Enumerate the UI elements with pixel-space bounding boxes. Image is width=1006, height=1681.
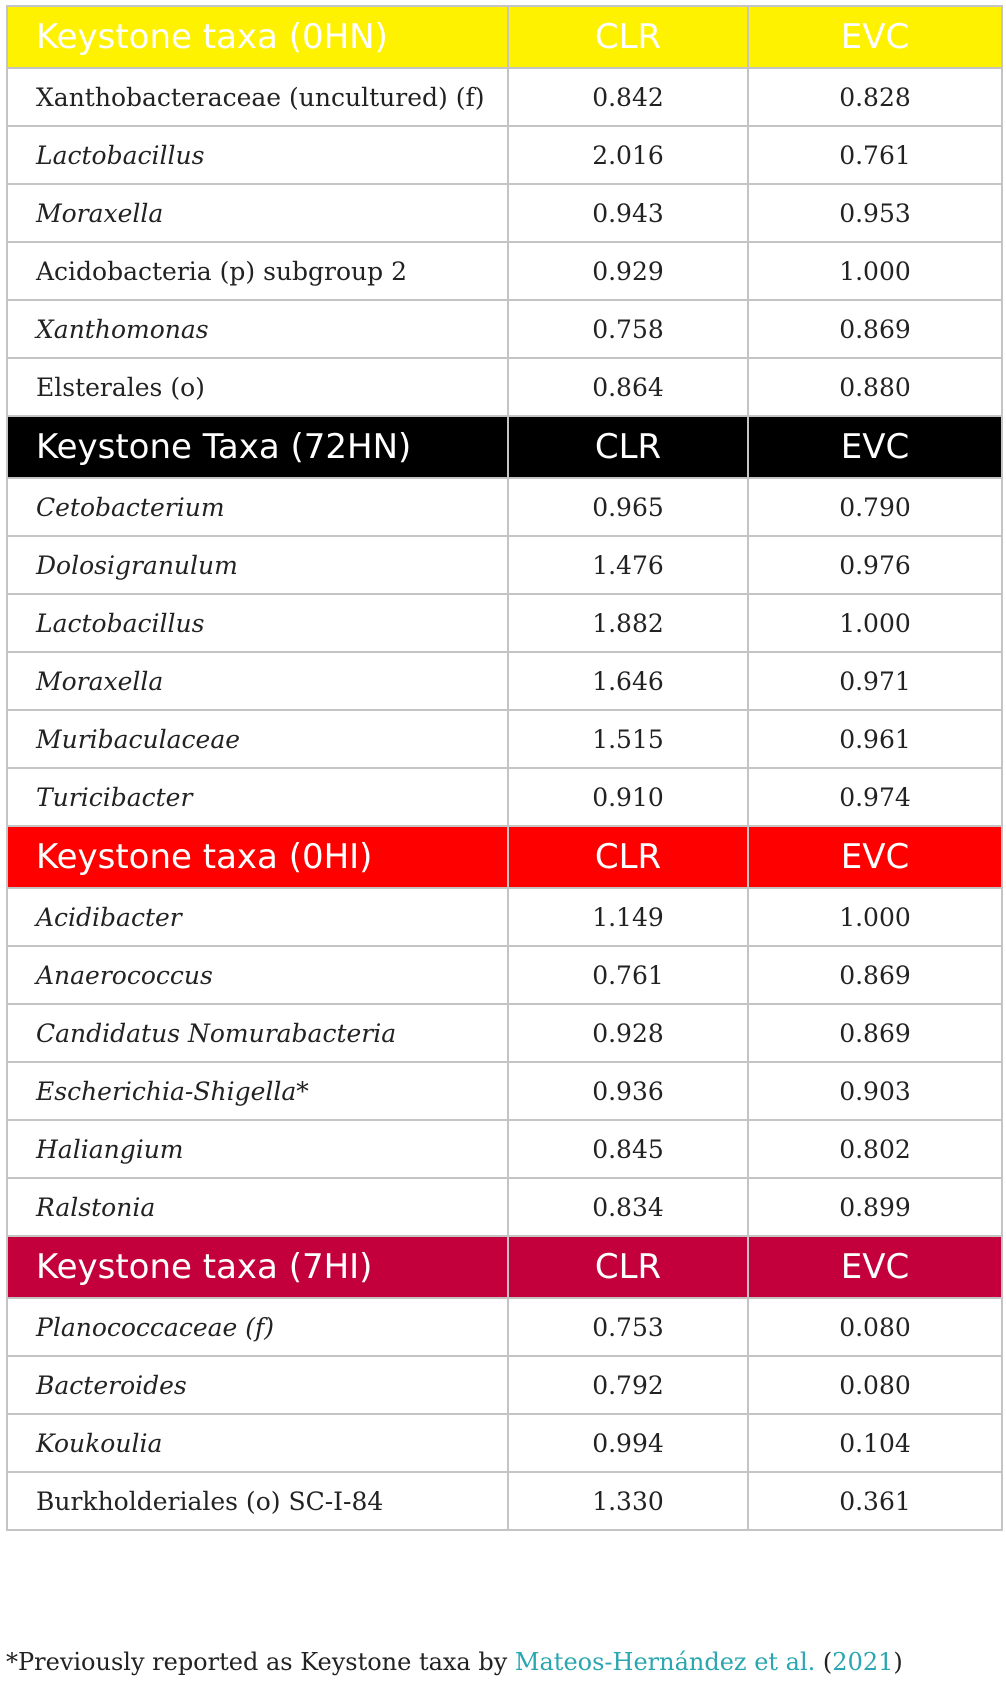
- table-row: [7, 1298, 1002, 1356]
- table-row: [7, 594, 1002, 652]
- evc-value: 0.953: [748, 184, 1002, 242]
- footnote: [6, 1648, 903, 1676]
- taxon-name: Anaerococcus: [7, 946, 508, 1004]
- year-reference-link[interactable]: 2021: [832, 1648, 894, 1676]
- clr-header: CLR: [508, 6, 748, 68]
- author-reference-link[interactable]: Mateos-Hernández et al.: [514, 1648, 816, 1676]
- evc-value: 0.104: [748, 1414, 1002, 1472]
- clr-header: CLR: [508, 416, 748, 478]
- table-row: [7, 710, 1002, 768]
- table-row: [7, 242, 1002, 300]
- clr-value: 0.842: [508, 68, 748, 126]
- taxon-name: Acidobacteria (p) subgroup 2: [7, 242, 508, 300]
- clr-value: 0.994: [508, 1414, 748, 1472]
- taxon-name: Turicibacter: [7, 768, 508, 826]
- taxon-name: Escherichia-Shigella*: [7, 1062, 508, 1120]
- table-row: [7, 946, 1002, 1004]
- clr-value: 0.758: [508, 300, 748, 358]
- clr-value: 0.792: [508, 1356, 748, 1414]
- evc-value: 0.899: [748, 1178, 1002, 1236]
- taxon-name: Lactobacillus: [7, 126, 508, 184]
- table-row: [7, 1356, 1002, 1414]
- clr-value: 0.910: [508, 768, 748, 826]
- taxon-name: Bacteroides: [7, 1356, 508, 1414]
- evc-value: 0.880: [748, 358, 1002, 416]
- evc-header: EVC: [748, 826, 1002, 888]
- evc-value: 0.790: [748, 478, 1002, 536]
- clr-value: 1.330: [508, 1472, 748, 1530]
- taxon-name: Moraxella: [7, 184, 508, 242]
- taxon-name: Candidatus Nomurabacteria: [7, 1004, 508, 1062]
- evc-header: EVC: [748, 416, 1002, 478]
- taxon-name: Dolosigranulum: [7, 536, 508, 594]
- clr-value: 0.965: [508, 478, 748, 536]
- evc-value: 1.000: [748, 888, 1002, 946]
- evc-value: 0.903: [748, 1062, 1002, 1120]
- section-title: Keystone taxa (7HI): [7, 1236, 508, 1298]
- table-row: [7, 768, 1002, 826]
- evc-header: EVC: [748, 1236, 1002, 1298]
- table-row: [7, 1062, 1002, 1120]
- clr-value: 2.016: [508, 126, 748, 184]
- table-row: [7, 68, 1002, 126]
- section-header-0hn: [7, 6, 1002, 68]
- table-row: [7, 1120, 1002, 1178]
- taxon-name: Muribaculaceae: [7, 710, 508, 768]
- taxon-name: Lactobacillus: [7, 594, 508, 652]
- evc-value: 0.080: [748, 1356, 1002, 1414]
- taxon-name: Acidibacter: [7, 888, 508, 946]
- evc-value: 0.761: [748, 126, 1002, 184]
- clr-value: 1.515: [508, 710, 748, 768]
- clr-value: 1.149: [508, 888, 748, 946]
- table-row: [7, 652, 1002, 710]
- table-row: [7, 1414, 1002, 1472]
- clr-header: CLR: [508, 826, 748, 888]
- clr-value: 0.761: [508, 946, 748, 1004]
- clr-value: 0.928: [508, 1004, 748, 1062]
- table-row: [7, 300, 1002, 358]
- evc-value: 0.974: [748, 768, 1002, 826]
- clr-value: 0.864: [508, 358, 748, 416]
- footnote-paren-close: ): [893, 1648, 903, 1676]
- clr-value: 1.646: [508, 652, 748, 710]
- taxon-name: Moraxella: [7, 652, 508, 710]
- evc-value: 0.802: [748, 1120, 1002, 1178]
- clr-value: 0.845: [508, 1120, 748, 1178]
- taxon-name: Koukoulia: [7, 1414, 508, 1472]
- clr-value: 0.929: [508, 242, 748, 300]
- evc-header: EVC: [748, 6, 1002, 68]
- table-row: [7, 888, 1002, 946]
- taxon-name: Xanthobacteraceae (uncultured) (f): [7, 68, 508, 126]
- evc-value: 1.000: [748, 242, 1002, 300]
- keystone-taxa-table: [6, 5, 1003, 1531]
- taxon-name: Haliangium: [7, 1120, 508, 1178]
- section-title: Keystone taxa (0HI): [7, 826, 508, 888]
- taxon-name: Planococcaceae (f): [7, 1298, 508, 1356]
- taxon-name: Elsterales (o): [7, 358, 508, 416]
- clr-value: 1.476: [508, 536, 748, 594]
- clr-header: CLR: [508, 1236, 748, 1298]
- evc-value: 0.869: [748, 300, 1002, 358]
- evc-value: 0.869: [748, 946, 1002, 1004]
- evc-value: 0.976: [748, 536, 1002, 594]
- clr-value: 0.834: [508, 1178, 748, 1236]
- evc-value: 0.961: [748, 710, 1002, 768]
- clr-value: 1.882: [508, 594, 748, 652]
- taxon-name: Xanthomonas: [7, 300, 508, 358]
- table-row: [7, 126, 1002, 184]
- table-row: [7, 358, 1002, 416]
- section-header-7hi: [7, 1236, 1002, 1298]
- table-row: [7, 1178, 1002, 1236]
- taxon-name: Cetobacterium: [7, 478, 508, 536]
- clr-value: 0.936: [508, 1062, 748, 1120]
- table-row: [7, 536, 1002, 594]
- evc-value: 0.080: [748, 1298, 1002, 1356]
- evc-value: 0.869: [748, 1004, 1002, 1062]
- footnote-text: *Previously reported as Keystone taxa by: [6, 1648, 515, 1676]
- clr-value: 0.753: [508, 1298, 748, 1356]
- section-title: Keystone Taxa (72HN): [7, 416, 508, 478]
- section-header-0hi: [7, 826, 1002, 888]
- evc-value: 1.000: [748, 594, 1002, 652]
- clr-value: 0.943: [508, 184, 748, 242]
- taxon-name: Burkholderiales (o) SC-I-84: [7, 1472, 508, 1530]
- taxon-name: Ralstonia: [7, 1178, 508, 1236]
- evc-value: 0.361: [748, 1472, 1002, 1530]
- evc-value: 0.828: [748, 68, 1002, 126]
- section-header-72hn: [7, 416, 1002, 478]
- table-row: [7, 1472, 1002, 1530]
- table-row: [7, 184, 1002, 242]
- section-title: Keystone taxa (0HN): [7, 6, 508, 68]
- table-row: [7, 1004, 1002, 1062]
- evc-value: 0.971: [748, 652, 1002, 710]
- footnote-paren-open: (: [815, 1648, 833, 1676]
- table-row: [7, 478, 1002, 536]
